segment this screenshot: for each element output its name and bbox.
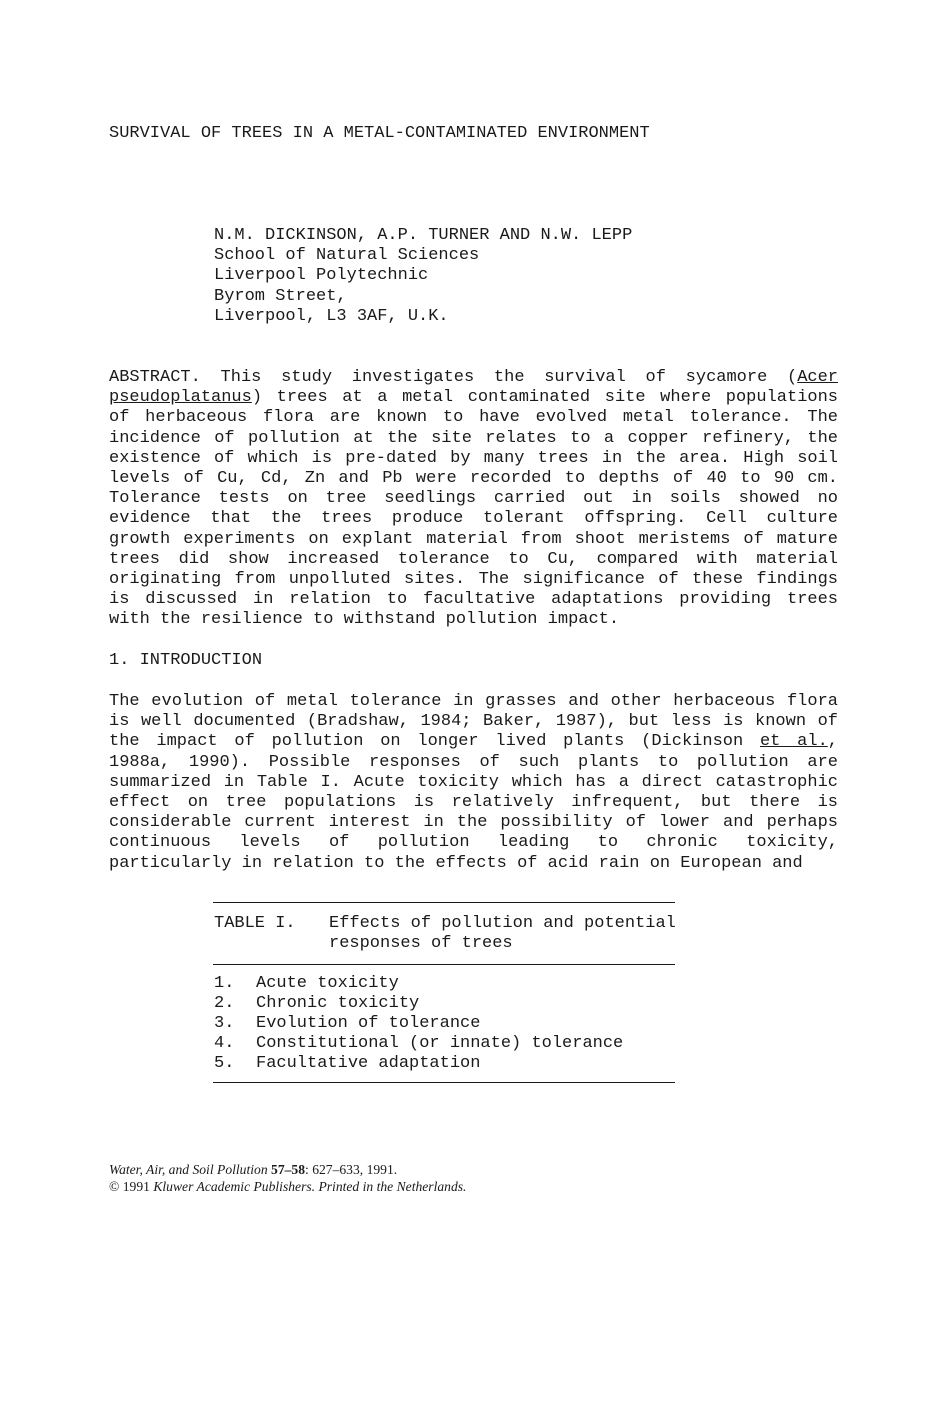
- author-block: [214, 226, 632, 327]
- abstract-line: levels of Cu, Cd, Zn and Pb were recorded to depths of 40 to 90 cm.: [109, 468, 838, 488]
- abstract-line: pseudoplatanus) trees at a metal contaminated site where populations: [109, 388, 838, 408]
- table-top-rule: [213, 902, 675, 903]
- copyright: © 1991: [109, 1179, 150, 1194]
- abstract-line: is discussed in relation to facultative adaptations providing trees: [109, 590, 838, 610]
- abstract-line: with the resilience to withstand pollution impact.: [109, 610, 620, 630]
- item-text: Acute toxicity: [256, 974, 399, 993]
- affiliation-line: Liverpool, L3 3AF, U.K.: [214, 306, 449, 326]
- item-number: 1.: [214, 974, 235, 993]
- abstract-line: ABSTRACT. This study investigates the survival of sycamore (Acer: [109, 368, 838, 387]
- abstract-line: evidence that the trees produce tolerant offspring. Cell culture: [109, 509, 838, 529]
- abstract-line: originating from unpolluted sites. The significance of these findings: [109, 569, 838, 589]
- abstract-line: existence of which is pre-dated by many trees in the area. High soil: [109, 448, 838, 468]
- abstract-line: trees did show increased tolerance to Cu, compared with material: [109, 549, 838, 569]
- introduction-body: [109, 692, 838, 874]
- body-line: particularly in relation to the effects of acid rain on European and: [109, 853, 803, 873]
- paper-title: SURVIVAL OF TREES IN A METAL-CONTAMINATED ENVIRONMENT: [109, 124, 650, 143]
- journal-citation: [109, 1161, 466, 1195]
- table-caption: [214, 914, 676, 954]
- body-line: considerable current interest in the possibility of lower and perhaps: [109, 813, 838, 833]
- species-name: Acer: [797, 368, 838, 387]
- table-row: [214, 1014, 623, 1034]
- section-heading: 1. INTRODUCTION: [109, 651, 263, 670]
- item-number: 5.: [214, 1054, 235, 1073]
- body-line: the impact of pollution on longer lived plants (Dickinson et al.,: [109, 732, 838, 752]
- abstract-line: of herbaceous flora are known to have evolved metal tolerance. The: [109, 408, 838, 428]
- abstract-line: growth experiments on explant material from shoot meristems of mature: [109, 529, 838, 549]
- body-line: 1988a, 1990). Possible responses of such plants to pollution are: [109, 752, 838, 772]
- item-text: Chronic toxicity: [256, 994, 420, 1013]
- item-text: Facultative adaptation: [256, 1054, 481, 1073]
- abstract-lead: ABSTRACT.: [109, 368, 201, 387]
- item-number: 4.: [214, 1034, 235, 1053]
- abstract: [109, 368, 838, 630]
- publisher: Kluwer Academic Publishers. Printed in the Netherlands.: [153, 1179, 467, 1194]
- body-line: effect on tree populations is relatively infrequent, but there is: [109, 792, 838, 812]
- table-caption-line: Effects of pollution and potential: [329, 914, 676, 933]
- table-row: [214, 1034, 623, 1054]
- abstract-line: incidence of pollution at the site relates to a copper refinery, the: [109, 428, 838, 448]
- table-caption-line: responses of trees: [329, 934, 513, 953]
- body-line: continuous levels of pollution leading to chronic toxicity,: [109, 833, 838, 853]
- table-row: [214, 994, 623, 1014]
- affiliation-line: School of Natural Sciences: [214, 246, 480, 266]
- table-label: TABLE I.: [214, 914, 296, 933]
- body-line: is well documented (Bradshaw, 1984; Baker, 1987), but less is known of: [109, 712, 838, 732]
- body-line: summarized in Table I. Acute toxicity which has a direct catastrophic: [109, 772, 838, 792]
- table-row: [214, 974, 623, 994]
- table-header-rule: [213, 964, 675, 965]
- item-text: Evolution of tolerance: [256, 1014, 481, 1033]
- table-row: [214, 1054, 623, 1074]
- item-number: 3.: [214, 1014, 235, 1033]
- table-bottom-rule: [213, 1082, 675, 1083]
- affiliation-line: Byrom Street,: [214, 286, 347, 306]
- item-text: Constitutional (or innate) tolerance: [256, 1034, 624, 1053]
- table-body: [214, 974, 623, 1074]
- author-names: N.M. DICKINSON, A.P. TURNER AND N.W. LEPP: [214, 226, 633, 245]
- citation-et-al: et al.: [759, 732, 828, 752]
- species-name: pseudoplatanus: [109, 388, 252, 408]
- affiliation-line: Liverpool Polytechnic: [214, 266, 429, 286]
- page-range: : 627–633, 1991.: [305, 1162, 398, 1177]
- item-number: 2.: [214, 994, 235, 1013]
- body-line: The evolution of metal tolerance in grasses and other herbaceous flora: [109, 692, 838, 711]
- volume-number: 57–58: [271, 1162, 306, 1177]
- journal-name: Water, Air, and Soil Pollution: [109, 1162, 268, 1177]
- abstract-line: Tolerance tests on tree seedlings carried out in soils showed no: [109, 489, 838, 509]
